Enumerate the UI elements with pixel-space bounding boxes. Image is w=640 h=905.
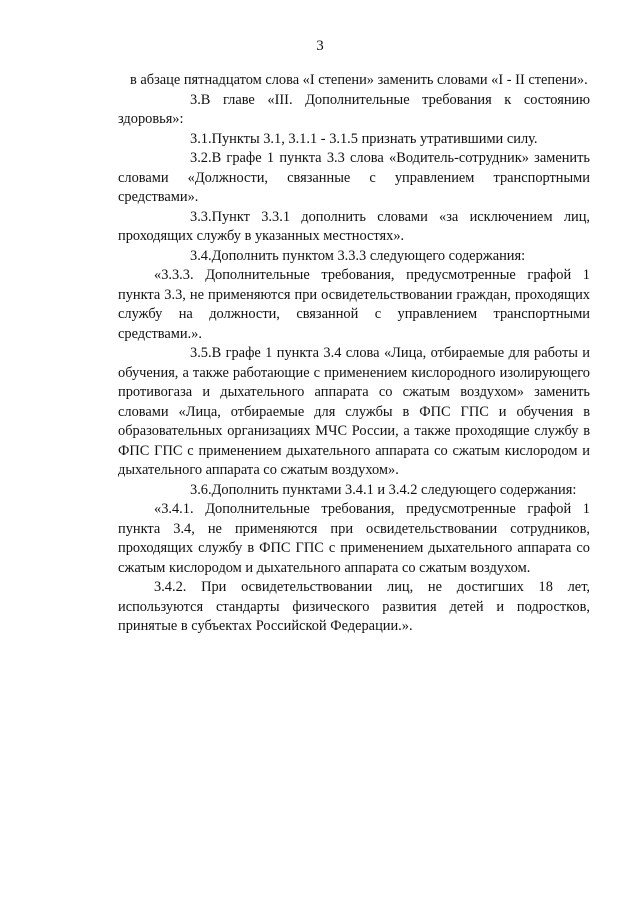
page-number: 3 xyxy=(316,38,324,54)
paragraph-3-1 xyxy=(118,130,590,150)
paragraph-text: В графе 1 пункта 3.4 слова «Лица, отбираемые для работы и обучения, а также работающие с применением кислородного изолирующего противогаза и дыхательного аппарата со сжатым воздухом» заменить словами «Лица, отбираемые для службы в ФПС ГПС и обучения в образовательных организациях МЧС России, а также проходящие службу в ФПС ГПС с применением дыхательного аппарата со сжатым кислородом и дыхательного аппарата со сжатым воздухом». xyxy=(118,345,590,478)
paragraph-text: В графе 1 пункта 3.3 слова «Водитель-сотрудник» заменить словами «Должности, связанные с управлением транспортными средствами». xyxy=(118,150,590,205)
paragraph-number: 3.6. xyxy=(190,481,212,498)
paragraph-3-4 xyxy=(118,247,590,267)
paragraph-3-2 xyxy=(118,149,590,208)
paragraph-text: Пункты 3.1, 3.1.1 - 3.1.5 признать утратившими силу. xyxy=(211,130,538,147)
paragraph-3-4-2 xyxy=(118,578,590,637)
paragraph-3-3 xyxy=(118,208,590,247)
paragraph-3-4-1-quote xyxy=(118,500,590,578)
paragraph-text: «3.3.3. Дополнительные требования, предусмотренные графой 1 пункта 3.3, не применяются при освидетельствовании граждан, проходящих службу на должности, связанной с управлением транспортными средствами.». xyxy=(118,267,590,342)
paragraph-text: В главе «III. Дополнительные требования к состоянию здоровья»: xyxy=(118,91,590,127)
paragraph-text: Дополнить пунктами 3.4.1 и 3.4.2 следующего содержания: xyxy=(211,481,577,498)
paragraph-number: 3.5. xyxy=(190,345,212,361)
paragraph-text: Дополнить пунктом 3.3.3 следующего содержания: xyxy=(211,247,526,264)
paragraph-text: в абзаце пятнадцатом слова «I степени» заменить словами «I - II степени». xyxy=(130,72,588,88)
paragraph-text: «3.4.1. Дополнительные требования, предусмотренные графой 1 пункта 3.4, не применяются при освидетельствовании сотрудников, проходящих службу в ФПС ГПС с применением дыхательного аппарата со сжатым кислородом и дыхательного аппарата со сжатым воздухом. xyxy=(118,501,590,576)
paragraph-number: 3.4. xyxy=(190,247,212,264)
paragraph-number: 3.3. xyxy=(190,208,212,225)
paragraph-text: Пункт 3.3.1 дополнить словами «за исключением лиц, проходящих службу в указанных местностях». xyxy=(118,208,590,244)
paragraph-3-5 xyxy=(118,344,590,481)
paragraph-3-6 xyxy=(118,481,590,501)
paragraph-abzac-15 xyxy=(118,71,590,91)
paragraph-number: 3. xyxy=(190,91,201,108)
document-body xyxy=(118,71,590,637)
paragraph-number: 3.1. xyxy=(190,130,212,147)
paragraph-3 xyxy=(118,91,590,130)
paragraph-number: 3.2. xyxy=(190,150,212,166)
paragraph-3-3-3-quote xyxy=(118,266,590,344)
paragraph-text: 3.4.2. При освидетельствовании лиц, не достигших 18 лет, используются стандарты физического развития детей и подростков, принятые в субъектах Российской Федерации.». xyxy=(118,579,590,634)
